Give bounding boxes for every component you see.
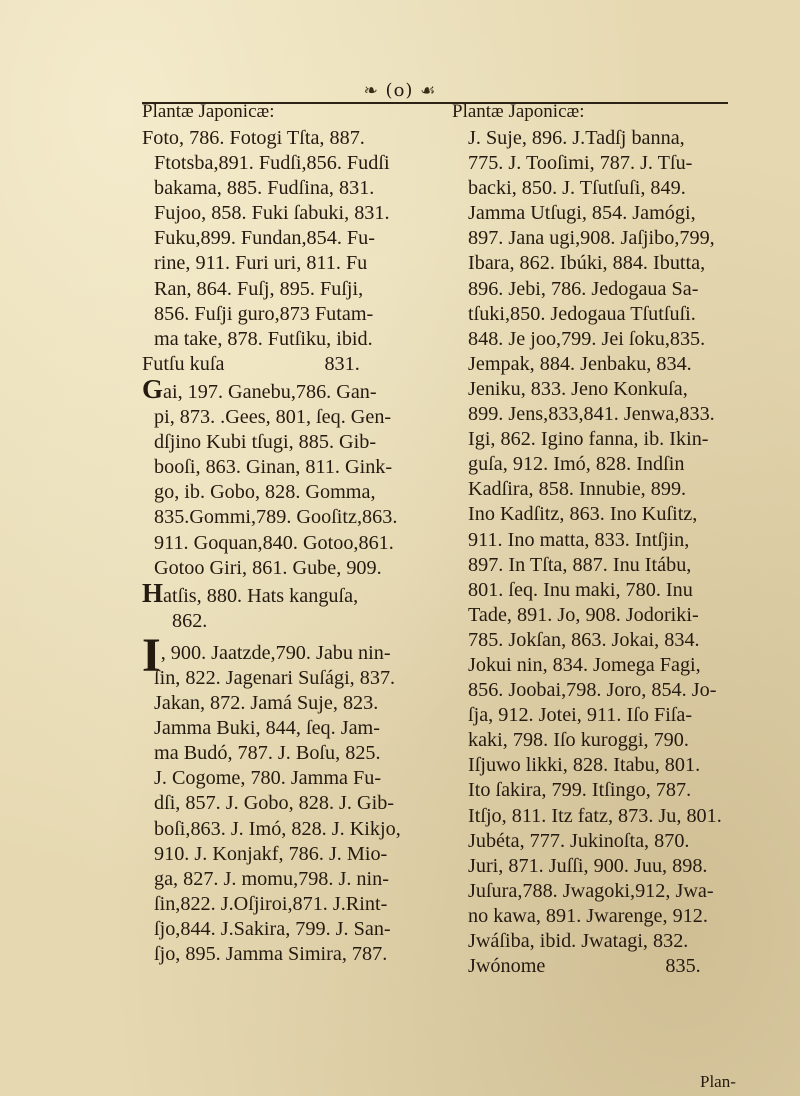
entry-line: 897. Jana ugi,908. Jaſjibo,799, — [468, 227, 715, 250]
entry-line: guſa, 912. Imó, 828. Indſin — [468, 453, 685, 476]
entry-line: Hatſis, 880. Hats kanguſa, — [142, 577, 359, 608]
entry-line: ga, 827. J. momu,798. J. nin- — [154, 867, 389, 890]
entry-line: ſin,822. J.Oſjiroi,871. J.Rint- — [154, 892, 388, 915]
entry-line: ma take, 878. Futſiku, ibid. — [154, 327, 373, 350]
entry-line: Futſu kuſa 831. — [142, 352, 360, 375]
entry-line: kaki, 798. Iſo kuroggi, 790. — [468, 729, 689, 752]
entry-line: 896. Jebi, 786. Jedogaua Sa- — [468, 277, 699, 300]
entry-line: Ibara, 862. Ibúki, 884. Ibutta, — [468, 252, 706, 275]
entry-line: Gai, 197. Ganebu,786. Gan- — [142, 373, 377, 404]
entry-line: 862. — [172, 609, 208, 632]
section-initial: I — [142, 628, 161, 682]
entry-line: 856. Joobai,798. Joro, 854. Jo- — [468, 679, 717, 702]
entry-line: Gotoo Giri, 861. Gube, 909. — [154, 556, 382, 579]
entry-line: 899. Jens,833,841. Jenwa,833. — [468, 403, 715, 426]
entry-line: boſi,863. J. Imó, 828. J. Kikjo, — [154, 817, 401, 840]
entry-line: 897. In Tſta, 887. Inu Itábu, — [468, 553, 692, 576]
entry-line: Itſjo, 811. Itz fatz, 873. Ju, 801. — [468, 804, 722, 827]
entry-line: tſuki,850. Jedogaua Tſutſuſi. — [468, 302, 696, 325]
entry-line: ſjo,844. J.Sakira, 799. J. San- — [154, 917, 391, 940]
section-initial: H — [142, 577, 164, 608]
entry-line: Jempak, 884. Jenbaku, 834. — [468, 352, 692, 375]
left-column-title: Plantæ Japonicæ: — [142, 101, 275, 122]
entry-line: Jamma Buki, 844, ſeq. Jam- — [154, 717, 380, 740]
entry-line: ſja, 912. Jotei, 911. Iſo Fiſa- — [468, 704, 693, 727]
entry-line: dſi, 857. J. Gobo, 828. J. Gib- — [154, 792, 395, 815]
entry-line: ſin, 822. Jagenari Suſági, 837. — [154, 666, 396, 689]
entry-line: Juſura,788. Jwagoki,912, Jwa- — [468, 879, 714, 902]
entry-line: 835.Gommi,789. Gooſitz,863. — [154, 506, 398, 529]
entry-line: I, 900. Jaatzde,790. Jabu nin- — [142, 628, 391, 682]
section-initial: G — [142, 373, 164, 404]
entry-line: Jamma Utſugi, 854. Jamógi, — [468, 202, 696, 225]
entry-line: 848. Je joo,799. Jei ſoku,835. — [468, 327, 706, 350]
entry-line: Kadſira, 858. Innubie, 899. — [468, 478, 687, 501]
entry-line: Ino Kadſitz, 863. Ino Kuſitz, — [468, 503, 698, 526]
entry-line: Jokui nin, 834. Jomega Fagi, — [468, 653, 701, 676]
entry-line: pi, 873. .Gees, 801, ſeq. Gen- — [154, 406, 392, 429]
fleuron-right-ornament-icon: ☙ — [420, 81, 437, 101]
entry-line: bakama, 885. Fudſina, 831. — [154, 177, 375, 200]
right-column-entries — [468, 126, 772, 979]
section-initial: F — [142, 127, 154, 149]
entry-line: Fuku,899. Fundan,854. Fu- — [154, 227, 375, 250]
entry-line: Iſjuwo likki, 828. Itabu, 801. — [468, 754, 701, 777]
entry-line: Jeniku, 833. Jeno Konkuſa, — [468, 377, 688, 400]
fleuron-left-ornament-icon: ❧ — [363, 81, 379, 101]
entry-line: Ftotsba,891. Fudſi,856. Fudſi — [154, 152, 390, 175]
entry-line: 911. Goquan,840. Gotoo,861. — [154, 531, 394, 554]
entry-line: Juri, 871. Juſſi, 900. Juu, 898. — [468, 854, 708, 877]
entry-line: booſi, 863. Ginan, 811. Gink- — [154, 456, 393, 479]
entry-line: backi, 850. J. Tſutſuſi, 849. — [468, 177, 686, 200]
entry-line: Foto, 786. Fotogi Tſta, 887. — [142, 127, 365, 149]
entry-line: go, ib. Gobo, 828. Gomma, — [154, 481, 376, 504]
entry-line: 911. Ino matta, 833. Intſjin, — [468, 528, 690, 551]
entry-line: Ran, 864. Fuſj, 895. Fuſji, — [154, 277, 364, 300]
entry-line: J. Suje, 896. J.Tadſj banna, — [468, 127, 685, 149]
entry-line: Jubéta, 777. Jukinoſta, 870. — [468, 829, 690, 852]
entry-line: Tade, 891. Jo, 908. Jodoriki- — [468, 603, 699, 626]
entry-line: Igi, 862. Igino fanna, ib. Ikin- — [468, 428, 709, 451]
entry-line: 775. J. Tooſimi, 787. J. Tſu- — [468, 152, 693, 175]
entry-line: ſjo, 895. Jamma Simira, 787. — [154, 943, 388, 965]
entry-line: Ito ſakira, 799. Itſingo, 787. — [468, 779, 692, 802]
left-column-entries — [142, 126, 448, 967]
entry-line: Jakan, 872. Jamá Suje, 823. — [154, 692, 379, 715]
entry-line: rine, 911. Furi uri, 811. Fu — [154, 252, 368, 275]
entry-line: Jwáſiba, ibid. Jwatagi, 832. — [468, 930, 689, 952]
entry-line: J. Cogome, 780. Jamma Fu- — [154, 767, 382, 790]
entry-line: 910. J. Konjakf, 786. J. Mio- — [154, 842, 388, 865]
entry-line: no kawa, 891. Jwarenge, 912. — [468, 904, 708, 927]
entry-line: 801. ſeq. Inu maki, 780. Inu — [468, 578, 693, 601]
page-marker: (o) — [385, 80, 414, 101]
entry-line: dſjino Kubi tſugi, 885. Gib- — [154, 431, 377, 454]
right-column-title: Plantæ Japonicæ: — [452, 101, 585, 122]
entry-line: ma Budó, 787. J. Boſu, 825. — [154, 742, 381, 765]
entry-line: Fujoo, 858. Fuki ſabuki, 831. — [154, 202, 390, 225]
catchword: Plan- — [700, 1072, 736, 1091]
page-header — [0, 80, 800, 101]
entry-line: Jwónome 835. — [468, 955, 701, 978]
entry-line: 856. Fuſji guro,873 Futam- — [154, 302, 374, 325]
entry-line: 785. Jokſan, 863. Jokai, 834. — [468, 628, 700, 651]
